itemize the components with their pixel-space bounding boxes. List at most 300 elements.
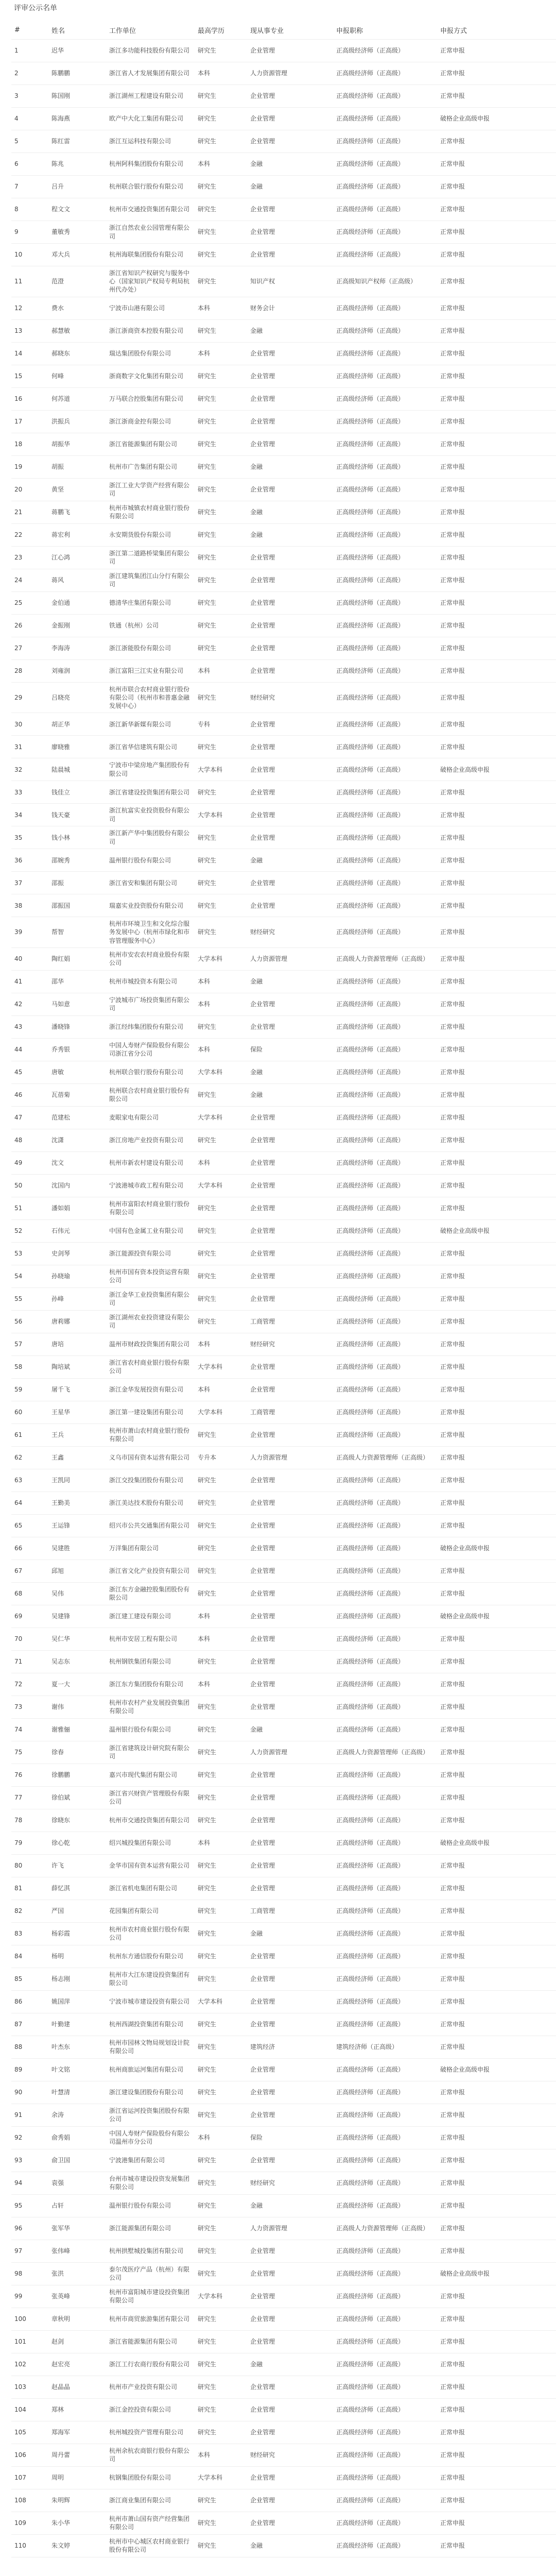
cell-title-applied: 正高级经济师（正高级） — [333, 2353, 437, 2376]
cell-title-applied: 正高级经济师（正高级） — [333, 1287, 437, 1310]
cell-unit: 浙江建工建设有限公司 — [106, 1605, 195, 1628]
cell-title-applied: 正高级经济师（正高级） — [333, 917, 437, 948]
cell-major: 金融 — [247, 455, 333, 478]
cell-title-applied: 正高级经济师（正高级） — [333, 804, 437, 826]
cell-title-applied: 正高级经济师（正高级） — [333, 1378, 437, 1401]
table-row — [11, 501, 556, 523]
cell-number: 94 — [11, 2172, 48, 2194]
cell-major: 企业管理 — [247, 2262, 333, 2285]
cell-apply-mode: 正常申报 — [437, 297, 556, 319]
cell-number: 110 — [11, 2534, 48, 2557]
cell-major: 企业管理 — [247, 1968, 333, 1990]
cell-number: 31 — [11, 736, 48, 758]
cell-name: 朱文婷 — [48, 2534, 106, 2557]
cell-unit: 浙江新产华中集团股份有限公司 — [106, 826, 195, 849]
cell-apply-mode: 正常申报 — [437, 1492, 556, 1514]
cell-education: 大学本科 — [195, 1990, 247, 2013]
cell-apply-mode: 正常申报 — [437, 1015, 556, 1038]
cell-education: 研究生 — [195, 2104, 247, 2126]
cell-education: 本科 — [195, 2444, 247, 2466]
table-row — [11, 1061, 556, 1083]
cell-name: 钱小林 — [48, 826, 106, 849]
cell-major: 企业管理 — [247, 2013, 333, 2036]
cell-unit: 台州市城市建设投资发展集团有限公司 — [106, 2172, 195, 2194]
cell-education: 研究生 — [195, 591, 247, 614]
cell-major: 企业管理 — [247, 478, 333, 501]
cell-apply-mode: 破格企业高级申报 — [437, 758, 556, 781]
cell-major: 企业管理 — [247, 365, 333, 387]
cell-unit: 浙江湖州农业投资建设有限公司 — [106, 1310, 195, 1333]
cell-education: 本科 — [195, 970, 247, 993]
cell-unit: 杭州市交通投资集团有限公司 — [106, 198, 195, 221]
cell-name: 帮智 — [48, 917, 106, 948]
cell-unit: 浙江省兴财资产管理股份有限公司 — [106, 1786, 195, 1809]
cell-number: 27 — [11, 637, 48, 659]
cell-education: 研究生 — [195, 849, 247, 872]
cell-education: 研究生 — [195, 1265, 247, 1287]
cell-unit: 杭州阿科集团股份有限公司 — [106, 153, 195, 176]
cell-unit: 杭州市城投资本有限公司 — [106, 970, 195, 993]
table-row — [11, 2285, 556, 2308]
cell-education: 研究生 — [195, 501, 247, 523]
table-row — [11, 2421, 556, 2444]
cell-apply-mode: 正常申报 — [437, 1628, 556, 1650]
cell-major: 财经研究 — [247, 2172, 333, 2194]
table-row — [11, 2149, 556, 2172]
cell-title-applied: 正高级经济师（正高级） — [333, 1401, 437, 1423]
cell-number: 108 — [11, 2489, 48, 2512]
cell-major: 企业管理 — [247, 2149, 333, 2172]
cell-apply-mode: 正常申报 — [437, 1990, 556, 2013]
cell-apply-mode: 正常申报 — [437, 1696, 556, 1718]
header-name: 姓名 — [48, 21, 106, 40]
cell-education: 大学本科 — [195, 2466, 247, 2489]
cell-title-applied: 正高级人力资源管理师（正高级） — [333, 1741, 437, 1764]
cell-title-applied: 正高级经济师（正高级） — [333, 62, 437, 85]
cell-number: 86 — [11, 1990, 48, 2013]
table-row — [11, 2489, 556, 2512]
cell-apply-mode: 正常申报 — [437, 2534, 556, 2557]
cell-unit: 铁通（杭州）公司 — [106, 614, 195, 637]
cell-major: 企业管理 — [247, 1287, 333, 1310]
cell-number: 39 — [11, 917, 48, 948]
cell-apply-mode: 正常申报 — [437, 659, 556, 682]
cell-unit: 杭州联合银行股份有限公司 — [106, 1061, 195, 1083]
cell-title-applied: 正高级经济师（正高级） — [333, 2013, 437, 2036]
cell-apply-mode: 正常申报 — [437, 365, 556, 387]
table-row — [11, 2172, 556, 2194]
cell-education: 研究生 — [195, 1809, 247, 1832]
cell-title-applied: 正高级经济师（正高级） — [333, 1560, 437, 1582]
cell-title-applied: 正高级经济师（正高级） — [333, 1129, 437, 1151]
cell-number: 45 — [11, 1061, 48, 1083]
cell-title-applied: 正高级经济师（正高级） — [333, 546, 437, 569]
cell-name: 吴建锋 — [48, 1605, 106, 1628]
cell-major: 企业管理 — [247, 1129, 333, 1151]
cell-number: 2 — [11, 62, 48, 85]
cell-title-applied: 正高级经济师（正高级） — [333, 2308, 437, 2330]
cell-education: 研究生 — [195, 1015, 247, 1038]
cell-apply-mode: 正常申报 — [437, 2489, 556, 2512]
cell-title-applied: 正高级经济师（正高级） — [333, 614, 437, 637]
table-row — [11, 1560, 556, 1582]
cell-unit: 宁波市城市建设投资有限公司 — [106, 1990, 195, 2013]
cell-major: 企业管理 — [247, 2308, 333, 2330]
cell-name: 王鑫 — [48, 1446, 106, 1469]
cell-number: 100 — [11, 2308, 48, 2330]
cell-major: 企业管理 — [247, 221, 333, 244]
cell-apply-mode: 正常申报 — [437, 2466, 556, 2489]
cell-number: 81 — [11, 1877, 48, 1900]
cell-number: 70 — [11, 1628, 48, 1650]
cell-unit: 浙江省能源集团有限公司 — [106, 2330, 195, 2353]
cell-major: 企业管理 — [247, 614, 333, 637]
cell-major: 工商管理 — [247, 1401, 333, 1423]
table-row — [11, 40, 556, 62]
cell-unit: 金华市国有资本运营有限公司 — [106, 1854, 195, 1877]
cell-unit: 杭州联合银行股份有限公司 — [106, 176, 195, 198]
cell-title-applied: 正高级经济师（正高级） — [333, 1582, 437, 1605]
cell-name: 钱天豪 — [48, 804, 106, 826]
cell-major: 金融 — [247, 1922, 333, 1945]
cell-title-applied: 正高级经济师（正高级） — [333, 2104, 437, 2126]
cell-education: 研究生 — [195, 1854, 247, 1877]
cell-major: 企业管理 — [247, 2376, 333, 2398]
cell-education: 研究生 — [195, 1741, 247, 1764]
cell-title-applied: 正高级经济师（正高级） — [333, 2149, 437, 2172]
table-row — [11, 2217, 556, 2240]
cell-unit: 宁波港集团有限公司 — [106, 2149, 195, 2172]
cell-education: 研究生 — [195, 266, 247, 297]
table-row — [11, 2534, 556, 2557]
cell-education: 研究生 — [195, 1786, 247, 1809]
table-row — [11, 2308, 556, 2330]
cell-number: 99 — [11, 2285, 48, 2308]
table-row — [11, 1900, 556, 1922]
cell-apply-mode: 正常申报 — [437, 319, 556, 342]
cell-title-applied: 正高级经济师（正高级） — [333, 153, 437, 176]
cell-number: 88 — [11, 2036, 48, 2058]
cell-major: 企业管理 — [247, 2058, 333, 2081]
cell-major: 企业管理 — [247, 2104, 333, 2126]
cell-number: 60 — [11, 1401, 48, 1423]
cell-unit: 泰尔茂医疗产品（杭州）有限公司 — [106, 2262, 195, 2285]
cell-title-applied: 正高级经济师（正高级） — [333, 1809, 437, 1832]
cell-unit: 浙江省人才发展集团有限公司 — [106, 62, 195, 85]
cell-number: 41 — [11, 970, 48, 993]
table-row — [11, 1968, 556, 1990]
cell-major: 企业管理 — [247, 1492, 333, 1514]
cell-apply-mode: 正常申报 — [437, 1333, 556, 1355]
cell-major: 企业管理 — [247, 1219, 333, 1242]
table-row — [11, 297, 556, 319]
cell-number: 33 — [11, 781, 48, 804]
cell-unit: 万洋集团有限公司 — [106, 1537, 195, 1560]
cell-apply-mode: 正常申报 — [437, 1310, 556, 1333]
cell-number: 57 — [11, 1333, 48, 1355]
cell-major: 企业管理 — [247, 1945, 333, 1968]
table-row — [11, 1650, 556, 1673]
cell-title-applied: 正高级经济师（正高级） — [333, 1015, 437, 1038]
cell-number: 11 — [11, 266, 48, 297]
cell-apply-mode: 正常申报 — [437, 2104, 556, 2126]
table-row — [11, 713, 556, 736]
cell-unit: 义乌市国有资本运营有限公司 — [106, 1446, 195, 1469]
table-row — [11, 2036, 556, 2058]
table-row — [11, 365, 556, 387]
cell-number: 22 — [11, 523, 48, 546]
cell-unit: 浙江东方金融控股集团股份有限公司 — [106, 1582, 195, 1605]
cell-education: 研究生 — [195, 2353, 247, 2376]
cell-major: 企业管理 — [247, 40, 333, 62]
cell-unit: 欧产中大化工集团有限公司 — [106, 108, 195, 130]
cell-apply-mode: 正常申报 — [437, 1514, 556, 1537]
cell-name: 邵婉秀 — [48, 849, 106, 872]
cell-education: 研究生 — [195, 2172, 247, 2194]
cell-major: 企业管理 — [247, 1764, 333, 1786]
cell-number: 53 — [11, 1242, 48, 1265]
table-row — [11, 1265, 556, 1287]
cell-major: 企业管理 — [247, 2330, 333, 2353]
cell-unit: 浙江房地产业投资有限公司 — [106, 1129, 195, 1151]
cell-number: 80 — [11, 1854, 48, 1877]
cell-name: 吴仁华 — [48, 1628, 106, 1650]
cell-apply-mode: 正常申报 — [437, 1378, 556, 1401]
cell-unit: 杭州联合农村商业银行股份有限公司 — [106, 1083, 195, 1106]
cell-major: 企业管理 — [247, 1696, 333, 1718]
cell-apply-mode: 正常申报 — [437, 713, 556, 736]
cell-unit: 杭州市国有资本投资运营有限公司 — [106, 1265, 195, 1287]
cell-name: 吕升 — [48, 176, 106, 198]
cell-name: 金伯通 — [48, 591, 106, 614]
cell-education: 研究生 — [195, 387, 247, 410]
cell-education: 研究生 — [195, 108, 247, 130]
cell-major: 企业管理 — [247, 198, 333, 221]
cell-number: 13 — [11, 319, 48, 342]
cell-major: 人力资源管理 — [247, 947, 333, 970]
cell-apply-mode: 正常申报 — [437, 1083, 556, 1106]
cell-title-applied: 正高级经济师（正高级） — [333, 1922, 437, 1945]
cell-education: 研究生 — [195, 2149, 247, 2172]
cell-apply-mode: 正常申报 — [437, 2444, 556, 2466]
cell-number: 59 — [11, 1378, 48, 1401]
cell-major: 企业管理 — [247, 1990, 333, 2013]
cell-major: 企业管理 — [247, 713, 333, 736]
cell-number: 14 — [11, 342, 48, 365]
cell-major: 财经研究 — [247, 2444, 333, 2466]
cell-name: 金振刚 — [48, 614, 106, 637]
cell-number: 93 — [11, 2149, 48, 2172]
cell-title-applied: 正高级经济师（正高级） — [333, 1197, 437, 1219]
cell-major: 企业管理 — [247, 637, 333, 659]
cell-major: 金融 — [247, 153, 333, 176]
table-row — [11, 2013, 556, 2036]
cell-apply-mode: 正常申报 — [437, 1355, 556, 1378]
table-row — [11, 244, 556, 266]
cell-title-applied: 正高级经济师（正高级） — [333, 1061, 437, 1083]
cell-education: 本科 — [195, 342, 247, 365]
cell-major: 财经研究 — [247, 682, 333, 713]
cell-education: 研究生 — [195, 682, 247, 713]
cell-number: 24 — [11, 569, 48, 591]
cell-apply-mode: 正常申报 — [437, 1038, 556, 1061]
cell-apply-mode: 正常申报 — [437, 40, 556, 62]
cell-apply-mode: 正常申报 — [437, 1718, 556, 1741]
cell-name: 徐伯斌 — [48, 1786, 106, 1809]
cell-number: 5 — [11, 130, 48, 153]
cell-name: 范澄 — [48, 266, 106, 297]
cell-education: 研究生 — [195, 569, 247, 591]
cell-number: 83 — [11, 1922, 48, 1945]
cell-name: 陈海燕 — [48, 108, 106, 130]
cell-name: 周明 — [48, 2466, 106, 2489]
cell-number: 72 — [11, 1673, 48, 1696]
cell-number: 64 — [11, 1492, 48, 1514]
cell-name: 洪振兵 — [48, 410, 106, 433]
cell-unit: 杭州市富阳城市建设投资集团有限公司 — [106, 2285, 195, 2308]
cell-title-applied: 正高级经济师（正高级） — [333, 176, 437, 198]
cell-number: 106 — [11, 2444, 48, 2466]
table-row — [11, 970, 556, 993]
cell-unit: 浙江建筑集团江山分行有限公司 — [106, 569, 195, 591]
cell-apply-mode: 正常申报 — [437, 62, 556, 85]
cell-name: 王运锋 — [48, 1514, 106, 1537]
table-row — [11, 872, 556, 894]
table-row — [11, 2466, 556, 2489]
cell-name: 程文文 — [48, 198, 106, 221]
cell-number: 32 — [11, 758, 48, 781]
cell-education: 研究生 — [195, 2421, 247, 2444]
cell-apply-mode: 破格企业高级申报 — [437, 2058, 556, 2081]
cell-unit: 杭州市产业投资有限公司 — [106, 2376, 195, 2398]
cell-education: 本科 — [195, 659, 247, 682]
table-row — [11, 319, 556, 342]
cell-apply-mode: 正常申报 — [437, 1741, 556, 1764]
cell-apply-mode: 正常申报 — [437, 1560, 556, 1582]
cell-name: 陶红娟 — [48, 947, 106, 970]
table-row — [11, 682, 556, 713]
cell-unit: 德清华庄集团有限公司 — [106, 591, 195, 614]
cell-unit: 浙江交投集团股份有限公司 — [106, 1469, 195, 1492]
cell-name: 叶杰东 — [48, 2036, 106, 2058]
cell-unit: 浙江多功能科技股份有限公司 — [106, 40, 195, 62]
table-row — [11, 2081, 556, 2104]
table-row — [11, 849, 556, 872]
cell-major: 金融 — [247, 2353, 333, 2376]
cell-major: 企业管理 — [247, 130, 333, 153]
table-row — [11, 826, 556, 849]
cell-apply-mode: 正常申报 — [437, 1786, 556, 1809]
cell-number: 9 — [11, 221, 48, 244]
cell-major: 企业管理 — [247, 1832, 333, 1854]
table-row — [11, 637, 556, 659]
cell-apply-mode: 正常申报 — [437, 2353, 556, 2376]
cell-major: 企业管理 — [247, 1242, 333, 1265]
cell-apply-mode: 正常申报 — [437, 736, 556, 758]
cell-major: 企业管理 — [247, 2466, 333, 2489]
cell-number: 8 — [11, 198, 48, 221]
cell-unit: 浙江金华发展投资有限公司 — [106, 1378, 195, 1401]
table-row — [11, 478, 556, 501]
cell-title-applied: 正高级经济师（正高级） — [333, 1696, 437, 1718]
cell-major: 财经研究 — [247, 1333, 333, 1355]
cell-unit: 宁波市山港有限公司 — [106, 297, 195, 319]
cell-title-applied: 正高级经济师（正高级） — [333, 1854, 437, 1877]
cell-unit: 杭州市农村产业发展投资集团有限公司 — [106, 1696, 195, 1718]
cell-name: 唐莉娜 — [48, 1310, 106, 1333]
cell-apply-mode: 正常申报 — [437, 1900, 556, 1922]
cell-apply-mode: 正常申报 — [437, 410, 556, 433]
cell-apply-mode: 正常申报 — [437, 993, 556, 1015]
table-row — [11, 1174, 556, 1197]
cell-education: 研究生 — [195, 1945, 247, 1968]
cell-unit: 杭州市萧山农村商业银行股份有限公司 — [106, 1423, 195, 1446]
cell-name: 许飞 — [48, 1854, 106, 1877]
cell-education: 研究生 — [195, 130, 247, 153]
cell-name: 刘雍润 — [48, 659, 106, 682]
table-row — [11, 266, 556, 297]
cell-unit: 杭州余杭农商银行股份有限公司 — [106, 2444, 195, 2466]
cell-apply-mode: 正常申报 — [437, 130, 556, 153]
table-row — [11, 2240, 556, 2262]
cell-name: 陶培斌 — [48, 1355, 106, 1378]
cell-title-applied: 正高级经济师（正高级） — [333, 1877, 437, 1900]
cell-title-applied: 正高级经济师（正高级） — [333, 1355, 437, 1378]
cell-major: 保险 — [247, 1038, 333, 1061]
cell-major: 金融 — [247, 1083, 333, 1106]
cell-unit: 宁波港城市政工程有限公司 — [106, 1174, 195, 1197]
cell-unit: 浙江省安和集团有限公司 — [106, 872, 195, 894]
cell-education: 研究生 — [195, 2217, 247, 2240]
cell-title-applied: 正高级经济师（正高级） — [333, 2376, 437, 2398]
cell-education: 研究生 — [195, 40, 247, 62]
cell-title-applied: 正高级经济师（正高级） — [333, 130, 437, 153]
cell-education: 研究生 — [195, 637, 247, 659]
cell-education: 研究生 — [195, 1877, 247, 1900]
cell-unit: 浙江省建筑设计研究院有限公司 — [106, 1741, 195, 1764]
cell-education: 研究生 — [195, 2013, 247, 2036]
cell-education: 研究生 — [195, 781, 247, 804]
table-row — [11, 1990, 556, 2013]
cell-name: 杨志刚 — [48, 1968, 106, 1990]
cell-education: 大学本科 — [195, 947, 247, 970]
cell-education: 研究生 — [195, 2308, 247, 2330]
cell-title-applied: 正高级经济师（正高级） — [333, 319, 437, 342]
cell-major: 企业管理 — [247, 387, 333, 410]
table-row — [11, 455, 556, 478]
cell-unit: 浙江杭富实业投资股份有限公司 — [106, 804, 195, 826]
cell-education: 研究生 — [195, 1129, 247, 1151]
table-row — [11, 546, 556, 569]
cell-title-applied: 正高级经济师（正高级） — [333, 1265, 437, 1287]
cell-unit: 温州银行股份有限公司 — [106, 849, 195, 872]
cell-major: 人力资源管理 — [247, 2217, 333, 2240]
cell-apply-mode: 正常申报 — [437, 2512, 556, 2534]
cell-apply-mode: 正常申报 — [437, 1242, 556, 1265]
cell-name: 张洪 — [48, 2262, 106, 2285]
cell-apply-mode: 正常申报 — [437, 894, 556, 917]
cell-number: 6 — [11, 153, 48, 176]
table-row — [11, 2512, 556, 2534]
cell-unit: 浙江湖州工程建设有限公司 — [106, 85, 195, 108]
table-row — [11, 1469, 556, 1492]
cell-major: 企业管理 — [247, 758, 333, 781]
cell-major: 金融 — [247, 523, 333, 546]
cell-apply-mode: 正常申报 — [437, 266, 556, 297]
cell-name: 俞秀娟 — [48, 2126, 106, 2149]
cell-name: 唐培 — [48, 1333, 106, 1355]
cell-name: 马如意 — [48, 993, 106, 1015]
